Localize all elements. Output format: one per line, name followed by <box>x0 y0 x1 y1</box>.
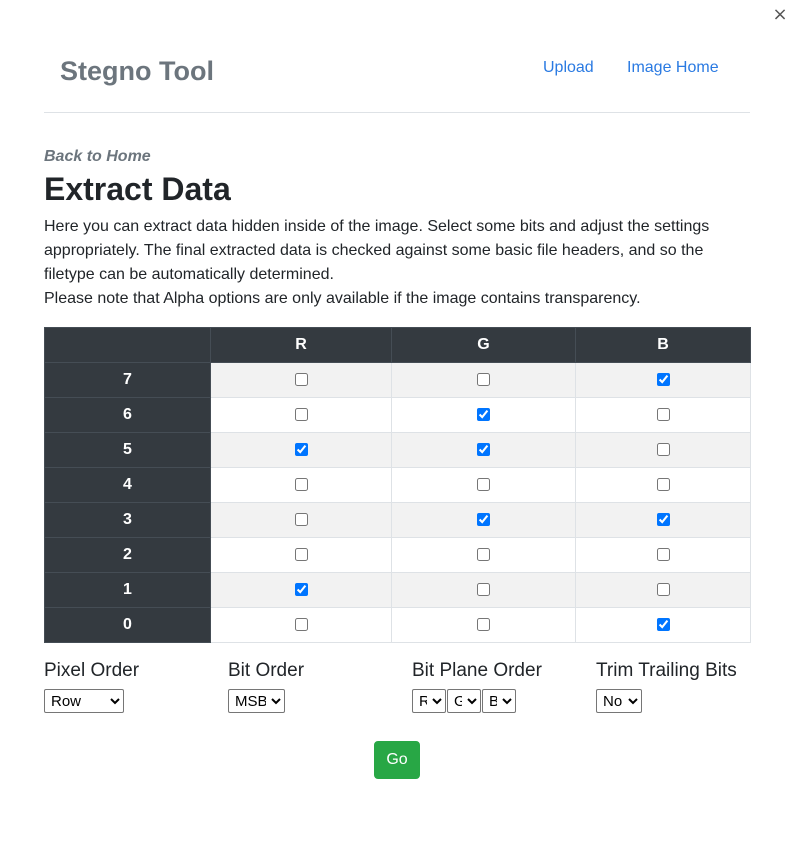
bit-checkbox-g-6[interactable] <box>477 408 490 421</box>
bit-checkbox-b-1[interactable] <box>657 583 670 596</box>
close-button[interactable]: × <box>772 4 788 25</box>
table-row <box>45 433 751 468</box>
bit-cell <box>392 433 576 468</box>
bit-selection-table <box>44 327 751 643</box>
nav-image-home-link[interactable]: Image Home <box>627 59 719 76</box>
column-header-g: G <box>392 328 576 363</box>
bit-cell <box>576 608 751 643</box>
bit-checkbox-g-0[interactable] <box>477 618 490 631</box>
bit-checkbox-r-6[interactable] <box>295 408 308 421</box>
bit-cell <box>576 503 751 538</box>
bit-cell <box>392 538 576 573</box>
table-row <box>45 468 751 503</box>
bit-index-cell: 6 <box>45 398 211 433</box>
bit-checkbox-b-3[interactable] <box>657 513 670 526</box>
bit-cell <box>392 608 576 643</box>
bit-cell <box>576 433 751 468</box>
bit-cell <box>211 398 392 433</box>
bit-checkbox-b-7[interactable] <box>657 373 670 386</box>
table-row <box>45 503 751 538</box>
bit-checkbox-b-6[interactable] <box>657 408 670 421</box>
bit-plane-order-first-select[interactable] <box>412 689 446 713</box>
go-button[interactable]: Go <box>374 741 420 779</box>
bit-checkbox-r-7[interactable] <box>295 373 308 386</box>
trim-trailing-bits-select[interactable] <box>596 689 642 713</box>
bit-cell <box>211 363 392 398</box>
table-row <box>45 363 751 398</box>
bit-cell <box>392 573 576 608</box>
table-row <box>45 573 751 608</box>
bit-cell <box>392 398 576 433</box>
bit-cell <box>211 608 392 643</box>
bit-checkbox-r-3[interactable] <box>295 513 308 526</box>
bit-index-cell: 3 <box>45 503 211 538</box>
table-row <box>45 538 751 573</box>
bit-checkbox-b-2[interactable] <box>657 548 670 561</box>
bit-cell <box>576 398 751 433</box>
bit-checkbox-r-2[interactable] <box>295 548 308 561</box>
bit-checkbox-g-2[interactable] <box>477 548 490 561</box>
pixel-order-select[interactable] <box>44 689 124 713</box>
pixel-order-label: Pixel Order <box>44 660 140 681</box>
trim-trailing-bits-group <box>596 660 737 713</box>
trim-trailing-bits-label: Trim Trailing Bits <box>596 660 737 681</box>
column-header-b: B <box>576 328 751 363</box>
page-title: Extract Data <box>44 171 231 207</box>
nav-upload-link[interactable]: Upload <box>543 59 594 76</box>
bit-cell <box>576 363 751 398</box>
bit-cell <box>211 538 392 573</box>
table-corner-header <box>45 328 211 363</box>
bit-checkbox-b-4[interactable] <box>657 478 670 491</box>
bit-cell <box>576 538 751 573</box>
bit-checkbox-g-3[interactable] <box>477 513 490 526</box>
table-header-row <box>45 328 751 363</box>
bit-cell <box>576 468 751 503</box>
bit-checkbox-g-5[interactable] <box>477 443 490 456</box>
bit-checkbox-r-1[interactable] <box>295 583 308 596</box>
bit-index-cell: 7 <box>45 363 211 398</box>
bit-plane-order-label: Bit Plane Order <box>412 660 542 681</box>
navbar <box>44 40 750 113</box>
alpha-note: Please note that Alpha options are only available if the image contains transparency. <box>44 290 641 307</box>
bit-cell <box>392 363 576 398</box>
bit-checkbox-g-7[interactable] <box>477 373 490 386</box>
bit-cell <box>211 573 392 608</box>
column-header-r: R <box>211 328 392 363</box>
bit-index-cell: 4 <box>45 468 211 503</box>
description-paragraph: Here you can extract data hidden inside of the image. Select some bits and adjust the settings appropriately. The final extracted data is checked against some basic file headers, and so the filetype can be automatically determined. <box>44 218 710 283</box>
bit-index-cell: 0 <box>45 608 211 643</box>
brand-logo-text[interactable]: Stegno Tool <box>60 56 214 86</box>
description <box>44 215 744 311</box>
back-to-home-link[interactable]: Back to Home <box>44 148 151 165</box>
bit-cell <box>211 503 392 538</box>
pixel-order-group <box>44 660 139 713</box>
bit-index-cell: 2 <box>45 538 211 573</box>
bit-order-label: Bit Order <box>228 660 305 681</box>
bit-plane-order-third-select[interactable] <box>482 689 516 713</box>
table-row <box>45 398 751 433</box>
bit-cell <box>576 573 751 608</box>
bit-checkbox-g-1[interactable] <box>477 583 490 596</box>
bit-plane-order-second-select[interactable] <box>447 689 481 713</box>
bit-checkbox-g-4[interactable] <box>477 478 490 491</box>
bit-checkbox-r-5[interactable] <box>295 443 308 456</box>
bit-plane-order-group <box>412 660 542 713</box>
bit-cell <box>392 468 576 503</box>
bit-index-cell: 1 <box>45 573 211 608</box>
bit-order-select[interactable] <box>228 689 285 713</box>
bit-checkbox-r-0[interactable] <box>295 618 308 631</box>
bit-checkbox-r-4[interactable] <box>295 478 308 491</box>
bit-index-cell: 5 <box>45 433 211 468</box>
bit-order-group <box>228 660 304 713</box>
bit-checkbox-b-5[interactable] <box>657 443 670 456</box>
bit-cell <box>211 468 392 503</box>
bit-cell <box>211 433 392 468</box>
table-row <box>45 608 751 643</box>
bit-cell <box>392 503 576 538</box>
bit-checkbox-b-0[interactable] <box>657 618 670 631</box>
